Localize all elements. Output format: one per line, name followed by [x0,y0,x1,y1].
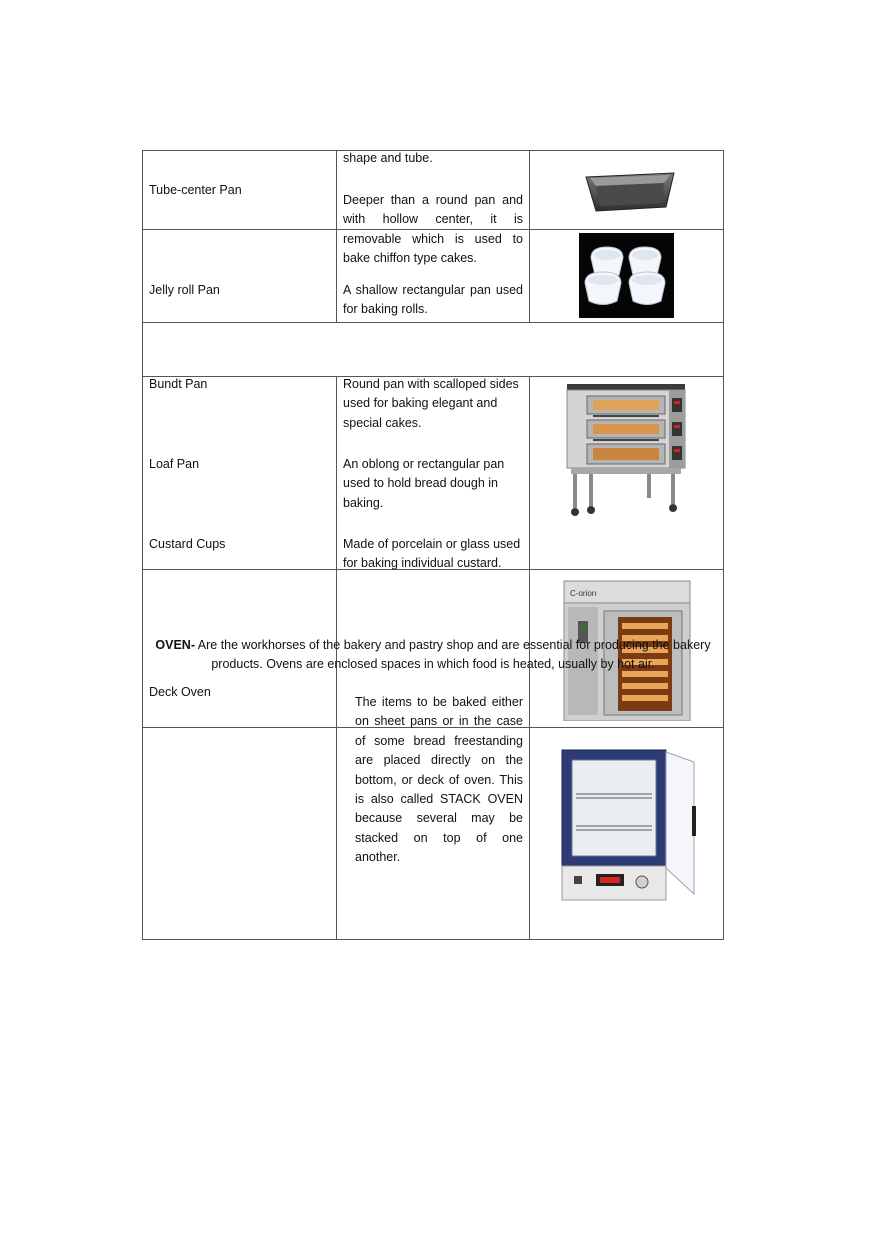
jelly-roll-pan-desc: A shallow rectangular pan used for baking rolls. [343,283,523,317]
loaf-pan-image [584,167,676,215]
deck-oven-image [563,382,689,520]
jelly-roll-pan-name: Jelly roll Pan [149,283,220,297]
table-border [723,150,724,940]
tube-pan-name: Tube-center Pan [149,183,242,197]
custard-cups-desc: Made of porcelain or glass used for baking individual custard. [343,537,521,571]
table-border [336,150,337,323]
bundt-pan-name: Bundt Pan [149,377,208,391]
tube-pan-desc-continued: shape and tube. [343,151,433,165]
table-border [529,150,530,323]
deck-oven-name: Deck Oven [149,685,211,699]
loaf-pan-name: Loaf Pan [149,457,200,471]
oven-definition [143,636,723,675]
oven-brand-label: C-orion [570,589,597,598]
custard-cups-name: Custard Cups [149,537,226,551]
oven-definition-line2: products. Ovens are enclosed spaces in which food is heated, usually by hot air. [211,657,655,672]
table-border [142,322,724,323]
oven-term: OVEN- [155,638,195,652]
tube-pan-desc: Deeper than a round pan and with hollow center, it is removable which is used to bake chiffon type cakes. [343,193,523,266]
table-border [142,939,724,940]
oven-definition-line1: OVEN- Are the workhorses of the bakery and pastry shop and are essential for producing the bakery [155,638,711,652]
table-border [142,150,143,940]
loaf-pan-desc: An oblong or rectangular pan used to hold bread dough in baking. [343,457,505,510]
bundt-pan-desc: Round pan with scalloped sides used for baking elegant and special cakes. [343,377,519,430]
laboratory-oven-image [560,744,700,906]
custard-cups-image [579,233,674,318]
deck-oven-desc: The items to be baked either on sheet pans or in the case of some bread freestanding are placed directly on the bottom, or deck of oven. This is also called STACK OVEN because several may be stacked on top of one another. [355,695,523,865]
